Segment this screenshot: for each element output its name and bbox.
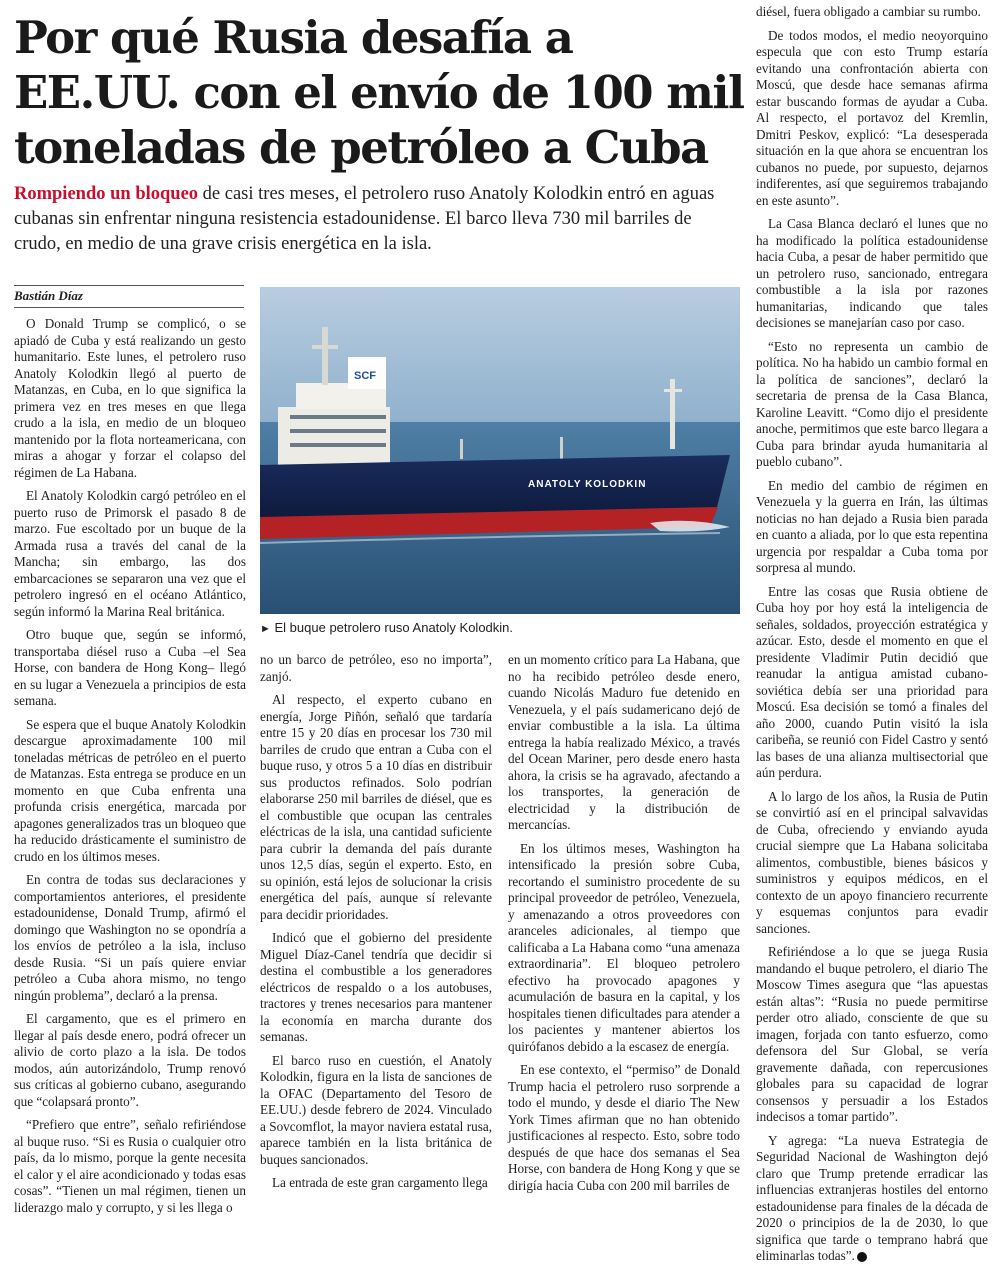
article-headline: Por qué Rusia desafía a EE.UU. con el envío de 100 mil toneladas de petróleo a Cuba: [14, 11, 744, 174]
funnel-logo: SCF: [354, 370, 376, 382]
paragraph: El Anatoly Kolodkin cargó petróleo en el puerto ruso de Primorsk el pasado 8 de marzo. Fue escoltado por un buque de la Armada rusa a través del canal de la Mancha; sin embargo, las dos embarcaciones se separaron una vez que el petrolero ingresó en el océano Atlántico, según informó la Marina Real británica.: [14, 488, 246, 619]
paragraph: Entre las cosas que Rusia obtiene de Cuba hoy por hoy está la inteligencia de señales, soldados, proyección estratégica y azúcar. Esto, desde el momento en que el presidente Vladimir Putin decidió que reanudar la antigua amistad cubano-soviética debía ser una prioridad para Moscú. Esa decisión se tomó a finales del año 2000, cuando Putin visitó la isla caribeña, se reunió con Fidel Castro y sentó las bases de una alianza multisectorial que aún perdura.: [756, 583, 988, 780]
paragraph: La entrada de este gran cargamento llega: [272, 1175, 488, 1190]
lead-text: de casi tres meses, el petrolero ruso Anatoly Kolodkin entró en aguas cubanas sin enfrentar ninguna resistencia estadounidense. El barco lleva 730 mil barriles de crudo, en medio de una grave crisis energética en la isla.: [14, 184, 715, 254]
paragraph: Refiriéndose a lo que se juega Rusia mandando el buque petrolero, el diario The Moscow Times asegura que “las apuestas están altas”: “Rusia no puede permitirse perder otro aliado, consciente de que su imagen, forjada con tanto esfuerzo, como defensora del Sur Global, se vería gravemente dañada, con repercusiones globales para su capacidad de lograr consensos y persuadir a los Estados indecisos a tomar partido”.: [756, 944, 988, 1124]
paragraph: en un momento crítico para La Habana, que no ha recibido petróleo desde enero, cuando Nicolás Maduro fue detenido en Venezuela, y el país sudamericano dejó de enviar combustible a la isla. La última entrega la había realizado México, a través del Ocean Mariner, pero desde enero hasta ahora, la crisis se ha agravado, afectando a los transportes, la generación de electricidad y la distribución de mercancías.: [508, 652, 740, 832]
paragraph: De todos modos, el medio neoyorquino especula que con esto Trump estaría evitando una confrontación abierta con Moscú, que desde hace semanas afirma estar buscando formas de ayudar a Cuba. Al respecto, el portavoz del Kremlin, Dmitri Peskov, explicó: “La desesperada situación en la que ahora se encuentran los cubanos no puede, por supuesto, dejarnos indiferentes, así que seguiremos trabajando en este asunto”.: [756, 27, 988, 208]
article-lead: [14, 182, 742, 257]
tanker-illustration: [260, 287, 740, 614]
paragraph: En los últimos meses, Washington ha intensificado la presión sobre Cuba, recortando el suministro procedente de su principal proveedor de petróleo, Venezuela, y amenazando a otros proveedores con aranceles adicionales, al tiempo que calificaba a La Habana como “una amenaza extraordinaria”. El bloqueo petrolero efectivo ha provocado apagones y acumulación de basura en la capital, y los hospitales tienen dificultades para atender a los pacientes y mantener abiertos los quirófanos debido a la escasez de energía.: [508, 840, 740, 1054]
oil-tanker-photo: [260, 287, 740, 614]
lead-kicker: Rompiendo un bloqueo: [14, 184, 199, 204]
paragraph: La Casa Blanca declaró el lunes que no ha modificado la política estadounidense hacia Cuba, a pesar de haber permitido que un petrolero ruso, sancionado, entregara combustible a la isla por razones humanitarias, indicando que tales decisiones se manejarían caso por caso.: [756, 216, 988, 330]
end-of-article-icon: [857, 1252, 867, 1262]
paragraph: Al respecto, el experto cubano en energía, Jorge Piñón, señaló que tardaría entre 15 y 20 días en procesar los 730 mil barriles de crudo que entran a Cuba con el buque ruso, y otros 5 a 10 días en distribuir sus productos refinados. Solo podrían elaborarse 250 mil barriles de diésel, que es el combustible que ocupan las centrales eléctricas de la isla, una cantidad suficiente para cubrir la demanda del país durante unos 12,5 días, según el experto. Esto, en su opinión, está lejos de solucionar la crisis energética del país, aunque sí relevante para decidir prioridades.: [260, 692, 492, 922]
paragraph: En contra de todas sus declaraciones y comportamientos anteriores, el presidente estadounidense, Donald Trump, afirmó el domingo que Washington no se opondría a los envíos de petróleo a la isla, incluso desde Rusia. “Si un país quiere enviar petróleo a Cuba ahora mismo, no tengo ningún problema”, declaró a la prensa.: [14, 872, 246, 1003]
photo-caption: [260, 620, 740, 635]
paragraph: Indicó que el gobierno del presidente Miguel Díaz-Canel tendría que decidir si destina el combustible a los generadores eléctricos de respaldo o a los autobuses, tractores y trenes necesarios para mantener la economía en marcha durante dos semanas.: [260, 930, 492, 1044]
paragraph-text: Y agrega: “La nueva Estrategia de Seguridad Nacional de Washington dejó claro que Trump pretende erradicar las influencias extranjeras hostiles del entorno estadounidense para finales de la década de 2020 o principios de la de 2030, lo que significa que tarde o temprano habrá que eliminarlas todas”.: [756, 1132, 988, 1263]
paragraph: diésel, fuera obligado a cambiar su rumbo.: [756, 4, 981, 19]
caption-marker: ►: [260, 623, 271, 635]
article-column-4: [756, 4, 988, 1263]
paragraph: O Donald Trump se complicó, o se apiadó de Cuba y está realizando un gesto humanitario. Este lunes, el petrolero ruso Anatoly Kolodkin llegó al puerto de Matanzas, en Cuba, en lo que significa la primera vez en tres meses en que llega crudo a la isla, en medio de un bloqueo mantenido por la flota norteamericana, con miras a ahogar y forzar el colapso del régimen de La Habana.: [14, 316, 246, 480]
paragraph: En ese contexto, el “permiso” de Donald Trump hacia el petrolero ruso sorprende a todo el mundo, y desde el diario The New York Times afirman que no han obtenido justificaciones al respecto. Esto, sobre todo después de que hace dos semanas el Sea Horse, con bandera de Hong Kong y que se dirigía hacia Cuba con 200 mil barriles de: [508, 1062, 740, 1193]
paragraph: El cargamento, que es el primero en llegar al país desde enero, podrá ofrecer un alivio de corto plazo a la isla. De todos modos, aún autorizándolo, Trump renovó sus críticas al gobierno cubano, asegurando que “colapsará pronto”.: [14, 1011, 246, 1109]
paragraph: no un barco de petróleo, eso no importa”, zanjó.: [260, 652, 492, 684]
ship-name-label: ANATOLY KOLODKIN: [528, 479, 647, 490]
paragraph: “Prefiero que entre”, señalo refiriéndose al buque ruso. “Si es Rusia o cualquier otro país, da lo mismo, porque la gente necesita el calor y el aire acondicionado y todas esas cosas”. “Tienen un mal régimen, tienen un liderazgo malo y corrupto, y si les llega o: [14, 1117, 246, 1215]
article-column-3: [508, 652, 740, 1193]
paragraph: El barco ruso en cuestión, el Anatoly Kolodkin, figura en la lista de sanciones de la OFAC (Departamento del Tesoro de EE.UU.) desde febrero de 2024. Vinculado a Sovcomflot, la mayor naviera estatal rusa, aparece también en la lista británica de buques sancionados.: [260, 1052, 492, 1167]
article-column-2: [260, 652, 492, 1190]
article-column-1: [14, 316, 246, 1215]
paragraph: Se espera que el buque Anatoly Kolodkin descargue aproximadamente 100 mil toneladas métricas de petróleo en el puerto de Matanzas. Esta entrega se produce en un momento en que Cuba enfrenta una profunda crisis energética, marcada por apagones generalizados tras un bloqueo que ha reducido drásticamente el suministro de crudo en los últimos meses.: [14, 716, 246, 864]
paragraph: A lo largo de los años, la Rusia de Putin se convirtió así en el principal salvavidas de Cuba, ofreciendo y enviando ayuda crucial siempre que La Habana solicitaba alimentos, combustible, bienes básicos y suministros y equipos médicos, en el contexto de un apoyo financiero recurrente y esquemas conjuntos para evadir sanciones.: [756, 788, 988, 936]
paragraph: En medio del cambio de régimen en Venezuela y la guerra en Irán, las últimas noticias no han dejado a Rusia bien parada en cuanto a aliada, por lo que esta repentina urgencia por respaldar a Cuba toma por sorpresa al mundo.: [756, 477, 988, 575]
byline: Bastián Díaz: [14, 285, 244, 308]
paragraph: [756, 1133, 988, 1265]
paragraph: “Esto no representa un cambio de política. No ha habido un cambio formal en la política de sanciones”, declaró la secretaria de prensa de la Casa Blanca, Karoline Leavitt. “Como dijo el presidente anoche, permitimos que este barco llegara a Cuba para brindar ayuda humanitaria al pueblo cubano”.: [756, 338, 988, 469]
paragraph: Otro buque que, según se informó, transportaba diésel ruso a Cuba –el Sea Horse, con bandera de Hong Kong– llegó en su lugar a Venezuela a principios de esta semana.: [14, 627, 246, 708]
caption-text: El buque petrolero ruso Anatoly Kolodkin.: [274, 620, 514, 635]
